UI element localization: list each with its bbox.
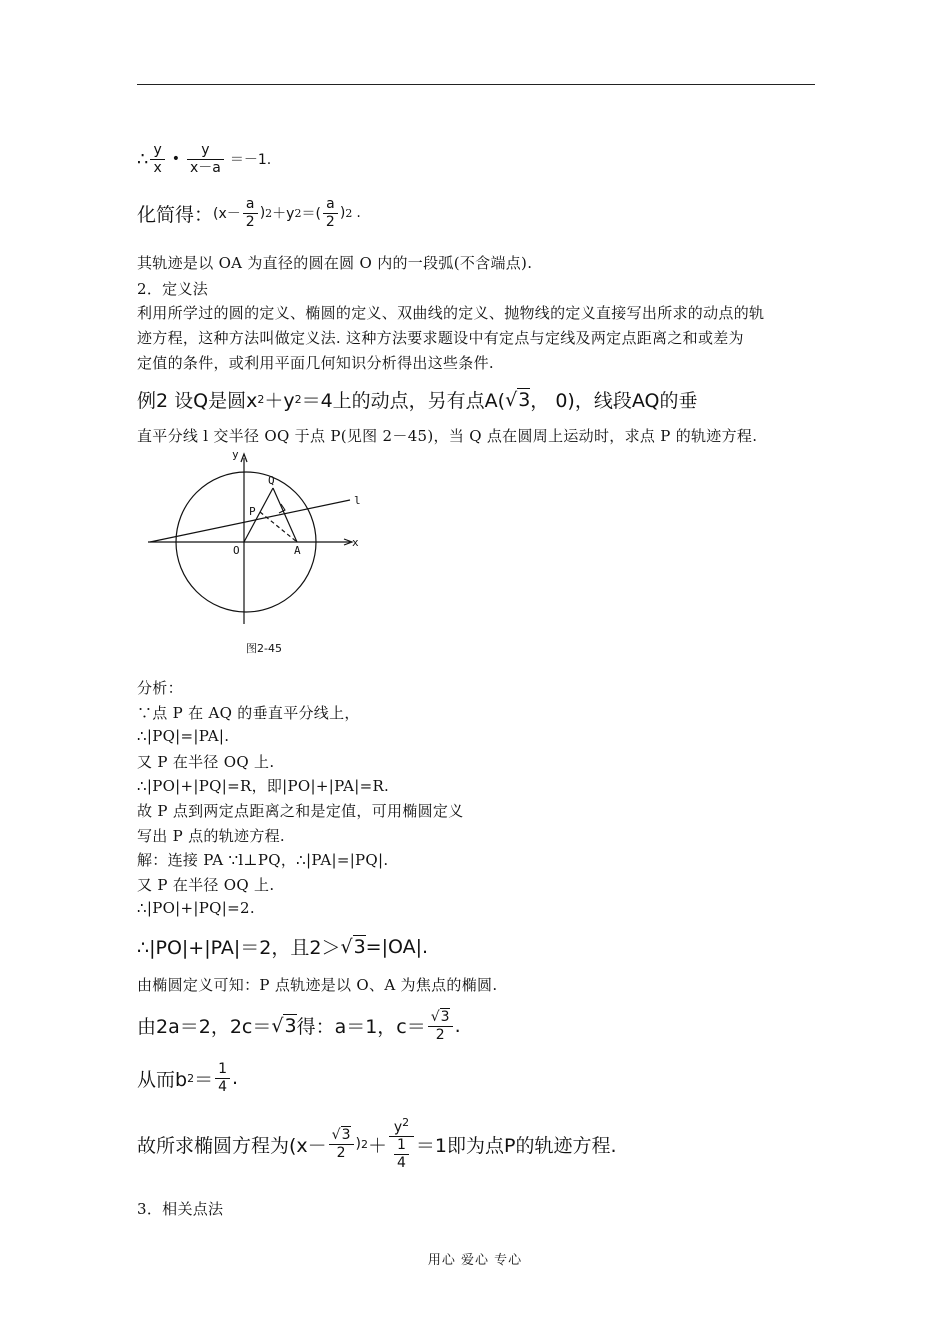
section-heading-related-point-method: 3．相关点法 <box>137 1200 224 1218</box>
fraction-y-over-x-minus-a: $\frac{y}{x-a}$ <box>187 142 224 177</box>
label-P: P <box>249 505 256 518</box>
equation-b-squared: 从而b 2 ＝ $\frac{1}{4}$ . <box>137 1061 239 1095</box>
analysis-line: 解：连接 PA ∵l⊥PQ，∴|PA|=|PQ|. <box>137 851 389 869</box>
equation-a-and-c: 由2a＝2，2c＝ √ 3 得：a＝1，c＝ $\frac{√3}{2}$ . <box>137 1009 461 1043</box>
example-2-statement: 例2 设Q是圆x 2 ＋y 2 ＝4上的动点，另有点A( √ 3 ， 0)，线段AQ的垂 <box>137 388 698 412</box>
equation-distance-sum: ∴|PO|+|PA|＝2，且2＞ √ 3 =|OA|. <box>137 935 429 959</box>
analysis-line: 又 P 在半径 OQ 上. <box>137 753 275 771</box>
analysis-line: ∵点 P 在 AQ 的垂直平分线上， <box>137 704 360 722</box>
label-l: l <box>354 494 361 507</box>
fraction-y-over-x: $\frac{y}{x}$ <box>150 142 164 177</box>
label-A: A <box>294 544 301 557</box>
section-heading-definition-method: 2．定义法 <box>137 280 209 298</box>
paragraph-line: 定值的条件，或利用平面几何知识分析得出这些条件. <box>137 354 494 372</box>
label-y: y <box>232 448 239 461</box>
figure-caption: 图2-45 <box>246 642 282 655</box>
label-O: O <box>233 544 240 557</box>
analysis-line: 写出 P 点的轨迹方程. <box>137 827 285 845</box>
label-Q: Q <box>268 474 275 487</box>
analysis-line: 分析： <box>137 679 183 697</box>
analysis-line: ∴|PQ|=|PA|. <box>137 727 230 745</box>
segment-PA <box>260 512 297 542</box>
analysis-line: 故 P 点到两定点距离之和是定值，可用椭圆定义 <box>137 802 464 820</box>
paragraph-line: 利用所学过的圆的定义、椭圆的定义、双曲线的定义、抛物线的定义直接写出所求的动点的轨 <box>137 304 765 322</box>
ellipse-definition-line: 由椭圆定义可知：P 点轨迹是以 O、A 为焦点的椭圆. <box>137 976 498 994</box>
example-2-continuation: 直平分线 l 交半径 OQ 于点 P(见图 2－45)，当 Q 点在圆周上运动时，求点 P 的轨迹方程. <box>137 427 758 445</box>
trajectory-statement: 其轨迹是以 OA 为直径的圆在圆 O 内的一段弧(不含端点). <box>137 254 533 272</box>
label-x: x <box>352 536 359 549</box>
equation-simplified-circle: 化简得： (x－ $\frac{a}{2}$ ) 2 ＋y 2 ＝( $\frac{a}{2}$ ) 2 . <box>137 196 361 230</box>
equation-final-ellipse: 故所求椭圆方程为(x－ $\frac{√3}{2}$ ) 2 ＋ $\frac{y^2}{\frac{1}{4}}$ ＝1即为点P的轨迹方程. <box>137 1116 617 1172</box>
page-footer: 用心 爱心 专心 <box>427 1253 523 1268</box>
analysis-line: ∴|PO|+|PQ|=R，即|PO|+|PA|=R. <box>137 777 390 795</box>
analysis-line: ∴|PO|+|PQ|=2. <box>137 899 255 917</box>
figure-2-45 <box>140 440 370 660</box>
analysis-line: 又 P 在半径 OQ 上. <box>137 876 275 894</box>
equation-perpendicular-slopes: ∴ $\frac{y}{x}$ • $\frac{y}{x-a}$ ＝－1. <box>137 142 272 176</box>
paragraph-line: 迹方程，这种方法叫做定义法. 这种方法要求题设中有定点与定线及两定点距离之和或差为 <box>137 329 744 347</box>
header-rule <box>137 84 815 85</box>
